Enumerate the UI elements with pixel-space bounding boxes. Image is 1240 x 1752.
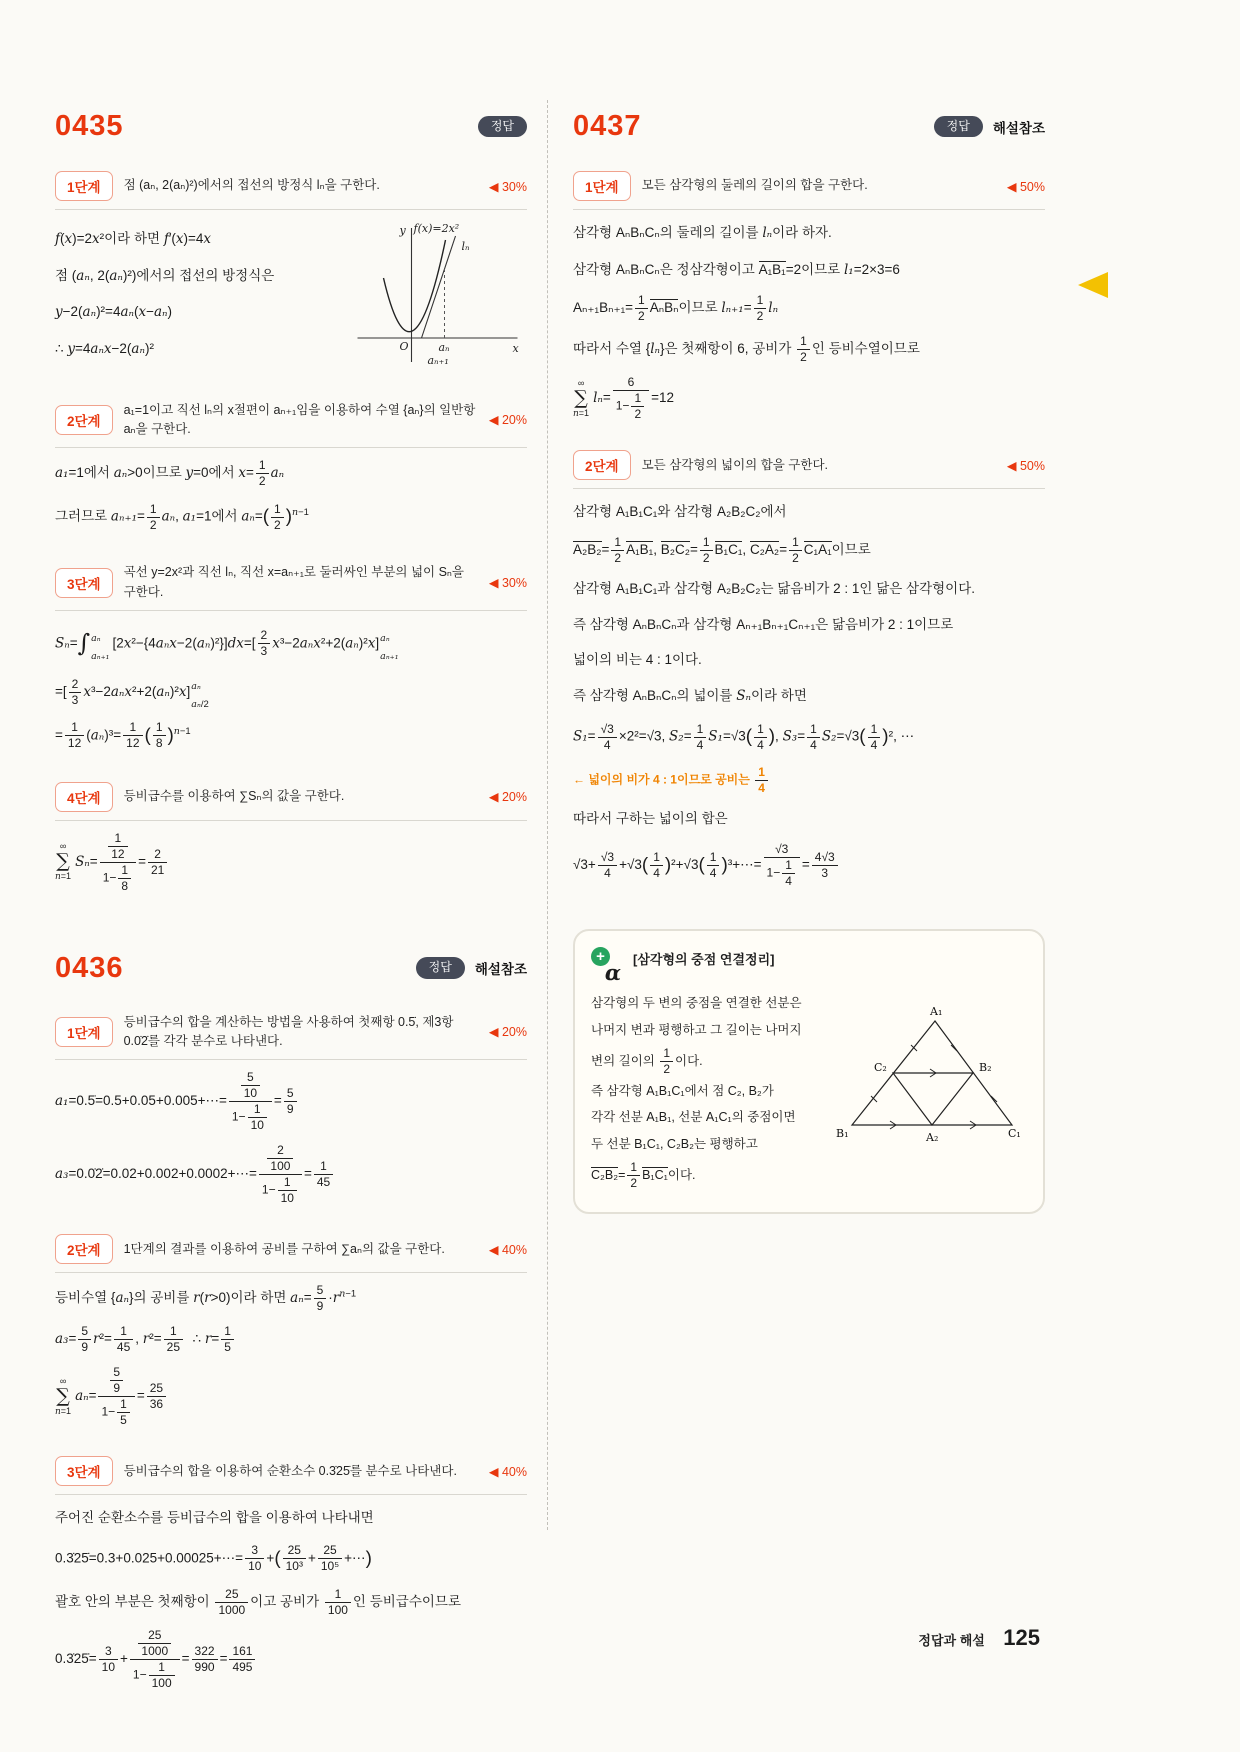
problem-header — [55, 110, 527, 143]
step-header — [55, 1013, 527, 1061]
step-2 — [55, 401, 527, 536]
step-body: a₁=1에서 aₙ>0이므로 y=0에서 x= $\frac{1}{2}$ aₙ 그러므로 aₙ₊₁= $\frac{1}{2}$ aₙ, a₁=1에서 aₙ=( $\frac{1}{2}$ )$^{n-1}$ — [55, 458, 309, 532]
solution-text: f(x)=2x²이라 하면 f′(x)=4x 점 (aₙ, 2(aₙ)²)에서의 접선의 방정식은 y−2(aₙ)²=4aₙ(x−aₙ) ∴ y=4aₙx−2(aₙ)² — [55, 231, 275, 357]
step-header — [55, 1456, 527, 1495]
step-description: 곡선 y=2x²과 직선 lₙ, 직선 x=aₙ₊₁로 둘러싸인 부분의 넓이 Sₙ을 구한다. — [123, 565, 464, 599]
step-4 — [55, 782, 527, 894]
step-weight: ◀ 20% — [488, 790, 527, 804]
step-label: 2단계 — [573, 450, 631, 480]
problem-number: 0437 — [573, 110, 642, 142]
step-body: 등비수열 {aₙ}의 공비를 r(r>0)이라 하면 aₙ= $\frac{5}{9}$ $\cdot r^{n-1}$ a₃= $\frac{5}{9}$ r²= $\frac{1}{45}$ , r²= $\frac{1}{25}$ ∴ r= $\frac{1}{5}$ ∞ ∑ n=1 aₙ= $\frac{5}{9}$ 1− $\frac{1}{5}$ = $\frac{25}{36}$ — [55, 1283, 357, 1428]
label-b2: B₂ — [979, 1061, 992, 1075]
step-header — [55, 171, 527, 210]
step-description: 1단계의 결과를 이용하여 공비를 구하여 ∑aₙ의 값을 구한다. — [123, 1241, 445, 1256]
step-weight: ◀ 30% — [488, 576, 527, 591]
step-body: 주어진 순환소수를 등비급수의 합을 이용하여 나타내면 0.3̇25̇=0.3+0.025+0.00025+⋯= $\frac{3}{10}$ +( $\frac{25}{\text{10³}}$ + $\frac{25}{\text{10⁵}}$ +⋯) 괄호 안의 부분은 첫째항이 $\frac{25}{1000}$ 이고 공비가 $\frac{1}{100}$ 인 등비급수이므로 0.3̇25̇= $\frac{3}{10}$ + $\frac{25}{1000}$ 1− $\frac{1}{100}$ = $\frac{322}{990}$ = $\frac{161}{495}$ — [55, 1510, 462, 1690]
step-1 — [573, 171, 1045, 422]
step-weight: ◀ 50% — [1006, 179, 1045, 194]
step-1 — [55, 1013, 527, 1207]
step-body: 삼각형 AₙBₙCₙ의 둘레의 길이를 lₙ이라 하자. 삼각형 AₙBₙCₙ은 정삼각형이고 A₁B₁=2이므로 l₁=2×3=6 Aₙ₊₁Bₙ₊₁= $\frac{1}{2}$ AₙBₙ이므로 lₙ₊₁= $\frac{1}{2}$ lₙ 따라서 수열 {lₙ}은 첫째항이 6, 공비가 $\frac{1}{2}$ 인 등비수열이므로 ∞ ∑ n=1 lₙ= 6 1− $\frac{1}{2}$ =12 — [573, 225, 920, 422]
step-header — [55, 782, 527, 821]
answer-badge: 정답 — [934, 116, 983, 138]
midsegment-triangle-diagram — [830, 1003, 1025, 1153]
left-column — [55, 100, 527, 1701]
step-3 — [55, 563, 527, 753]
step-1 — [55, 171, 527, 373]
alpha-icon: α — [604, 960, 621, 986]
step-weight: ◀ 40% — [488, 1464, 527, 1479]
problem-0437 — [573, 110, 1045, 889]
step-header — [573, 171, 1045, 210]
step-weight: ◀ 50% — [1006, 458, 1045, 473]
problem-header — [573, 110, 1045, 143]
step-label: 1단계 — [573, 171, 631, 201]
graph-an-label: aₙ — [438, 341, 450, 354]
step-description: 등비급수를 이용하여 ∑Sₙ의 값을 구한다. — [123, 788, 345, 803]
tip-text: 삼각형의 두 변의 중점을 연결한 선분은 나머지 변과 평행하고 그 길이는 나머지 변의 길이의 $\frac{1}{2}$ 이다. 즉 삼각형 A₁B₁C₁에서 점 C₂, B₂가 각각 선분 A₁B₁, 선분 A₁C₁의 중점이면 두 선분 B₁C₁, C₂B₂는 평행하고 C₂B₂= $\frac{1}{2}$ B₁C₁이다. — [591, 996, 802, 1190]
step-label: 3단계 — [55, 1456, 113, 1486]
step-description: 등비급수의 합을 이용하여 순환소수 0.3̇25̇를 분수로 나타낸다. — [123, 1463, 457, 1478]
label-c2: C₂ — [874, 1061, 887, 1075]
label-a2: A₂ — [926, 1131, 939, 1145]
step-weight: ◀ 20% — [488, 413, 527, 428]
label-b1: B₁ — [836, 1127, 849, 1141]
tip-box — [573, 929, 1045, 1214]
problem-header — [55, 952, 527, 985]
step-2 — [55, 1234, 527, 1428]
step-description: 모든 삼각형의 둘레의 길이의 합을 구한다. — [641, 178, 868, 193]
step-description: 모든 삼각형의 넓이의 합을 구한다. — [641, 457, 829, 472]
step-weight: ◀ 30% — [488, 179, 527, 194]
step-header — [55, 563, 527, 611]
page-edge-tab-icon — [1078, 272, 1108, 298]
label-a1: A₁ — [930, 1005, 943, 1019]
page-footer — [55, 1625, 1040, 1651]
right-column — [573, 100, 1045, 1701]
problem-0435 — [55, 110, 527, 894]
step-header — [55, 401, 527, 449]
tangent-line-graph — [347, 220, 527, 370]
step-label: 3단계 — [55, 568, 113, 598]
graph-curve-label: f(x)=2x² — [413, 222, 460, 235]
page-number: 125 — [1003, 1625, 1040, 1650]
footer-label: 정답과 해설 — [918, 1633, 985, 1648]
graph-origin-label: O — [399, 340, 409, 353]
problem-0436 — [55, 952, 527, 1691]
step-2 — [573, 450, 1045, 889]
step-header — [55, 1234, 527, 1273]
problem-number: 0435 — [55, 110, 124, 142]
plus-icon: + — [591, 947, 610, 966]
problem-number: 0436 — [55, 951, 124, 984]
step-body: Sₙ=∫ aₙ aₙ₊₁ [2x²−{4aₙx−2(aₙ)²}]dx=[ $\frac{2}{3}$ x³−2aₙx²+2(aₙ)²x] aₙ aₙ₊₁ =[ $\frac{2}{3}$ x³−2aₙx²+2(aₙ)²x] aₙ aₙ/2 = $\frac{1}{12}$ (aₙ)³= $\frac{1}{12}$ ( $\frac{1}{8}$ )$^{n-1}$ — [55, 628, 399, 751]
graph-an1-label: aₙ₊₁ — [427, 354, 449, 367]
answer-badge: 정답 — [478, 116, 527, 138]
step-3 — [55, 1456, 527, 1691]
step-label: 1단계 — [55, 1017, 113, 1047]
plus-alpha-icon — [591, 947, 623, 985]
step-label: 1단계 — [55, 171, 113, 201]
answer-badge: 정답 — [416, 957, 465, 979]
step-body: a₁=0.5̇=0.5+0.05+0.005+⋯= $\frac{5}{10}$ 1− $\frac{1}{10}$ = $\frac{5}{9}$ a₃=0.0̇2̇=0.02+0.002+0.0002+⋯= $\frac{2}{100}$ 1− $\frac{1}{10}$ = $\frac{1}{45}$ — [55, 1070, 527, 1206]
step-label: 4단계 — [55, 782, 113, 812]
graph-tangent-label: lₙ — [461, 240, 470, 253]
step-description: 점 (aₙ, 2(aₙ)²)에서의 접선의 방정식 lₙ을 구한다. — [123, 178, 380, 193]
step-header — [573, 450, 1045, 489]
step-weight: ◀ 40% — [488, 1242, 527, 1257]
tip-header — [591, 947, 1025, 985]
graph-xaxis-label: x — [512, 342, 519, 355]
step-weight: ◀ 20% — [488, 1025, 527, 1040]
step-body — [55, 216, 527, 373]
graph-yaxis-label: y — [399, 224, 406, 237]
step-description: a₁=1이고 직선 lₙ의 x절편이 aₙ₊₁임을 이용하여 수열 {aₙ}의 일반항 aₙ을 구한다. — [123, 402, 476, 436]
step-body: 삼각형 A₁B₁C₁와 삼각형 A₂B₂C₂에서 A₂B₂= $\frac{1}{2}$ A₁B₁, B₂C₂= $\frac{1}{2}$ B₁C₁, C₂A₂= $\frac{1}{2}$ C₁A₁이므로 삼각형 A₁B₁C₁과 삼각형 A₂B₂C₂는 닮음비가 2 : 1인 닮은 삼각형이다. 즉 삼각형 AₙBₙCₙ과 삼각형 Aₙ₊₁Bₙ₊₁Cₙ₊₁은 닮음비가 2 : 1이므로 넓이의 비는 4 : 1이다. 즉 삼각형 AₙBₙCₙ의 넓이를 Sₙ이라 하면 S₁= $\frac{√3}{4}$ ×2²=√3, S₂= $\frac{1}{4}$ S₁=√3( $\frac{1}{4}$ ), S₃= $\frac{1}{4}$ S₂=√3( $\frac{1}{4}$ )², ⋯ ← 넓이의 비가 4 : 1이므로 공비는 $\frac{1}{4}$ 따라서 구하는 넓이의 합은 √3+ $\frac{√3}{4}$ +√3( $\frac{1}{4}$ )²+√3( $\frac{1}{4}$ )³+⋯= √3 1− $\frac{1}{4}$ = $\frac{4√3}{3}$ — [573, 504, 975, 889]
tip-title: [삼각형의 중점 연결정리] — [633, 952, 775, 968]
answer-reference: 해설참조 — [474, 962, 527, 977]
label-c1: C₁ — [1008, 1127, 1021, 1141]
step-body: ∞ ∑ n=1 Sₙ= $\frac{1}{12}$ 1− $\frac{1}{8}$ = $\frac{2}{21}$ — [55, 831, 527, 894]
answer-reference: 해설참조 — [992, 120, 1045, 136]
step-description: 등비급수의 합을 계산하는 방법을 사용하여 첫째항 0.5̇, 제3항 0.0̇2̇를 각각 분수로 나타낸다. — [123, 1014, 454, 1048]
step-label: 2단계 — [55, 405, 113, 435]
step-label: 2단계 — [55, 1234, 113, 1264]
